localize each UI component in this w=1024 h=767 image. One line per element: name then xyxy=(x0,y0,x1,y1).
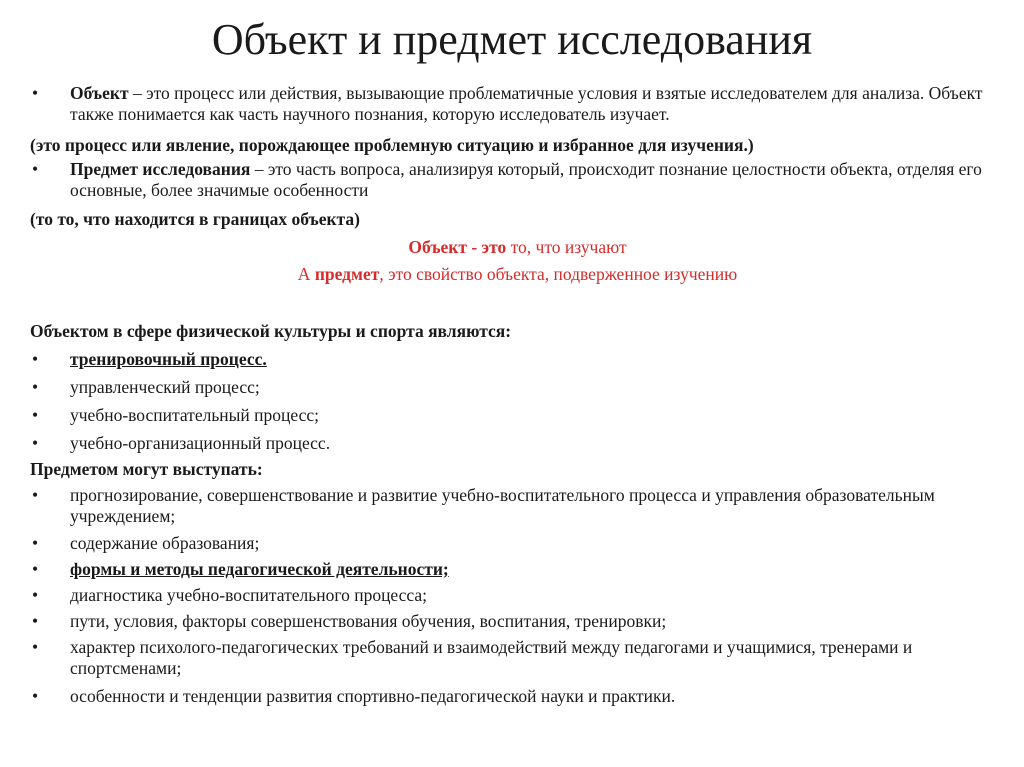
bullet: • xyxy=(32,377,39,397)
list-item-text: характер психолого-педагогических требований и взаимодействий между педагогами и учащимися, тренерами и спортсменами; xyxy=(70,637,913,678)
list-item xyxy=(30,349,1005,370)
list-item xyxy=(30,611,1005,632)
list-item-text: тренировочный процесс. xyxy=(70,349,267,369)
subject-definition xyxy=(30,159,1005,201)
list-item-text: особенности и тенденции развития спортивно-педагогической науки и практики. xyxy=(70,686,676,706)
list-item xyxy=(30,686,1005,707)
highlight-line-1 xyxy=(30,237,1005,258)
highlight-line-2 xyxy=(30,264,1005,285)
list-item-text: учебно-организационный процесс. xyxy=(70,433,331,453)
bullet: • xyxy=(32,533,39,553)
sport-objects-heading: Объектом в сфере физической культуры и спорта являются: xyxy=(30,321,512,341)
list-item xyxy=(30,559,1005,580)
bullet: • xyxy=(32,83,39,103)
bullet: • xyxy=(32,637,39,657)
bullet: • xyxy=(32,559,39,579)
highlight-rest-1: то, что изучают xyxy=(506,237,627,257)
object-text: – это процесс или действия, вызывающие проблематичные условия и взятые исследователем для анализа. Объект также понимается как часть научного познания, которую исследователь изучает. xyxy=(70,83,983,124)
list-item xyxy=(30,585,1005,606)
list-item-text: формы и методы педагогической деятельности; xyxy=(70,559,449,579)
object-term: Объект xyxy=(70,83,129,103)
slide-content xyxy=(30,81,1005,707)
highlight-pre-2: А xyxy=(297,264,315,284)
list-item xyxy=(30,377,1005,398)
list-item-text: учебно-воспитательный процесс; xyxy=(70,405,319,425)
list-item-text: пути, условия, факторы совершенствования обучения, воспитания, тренировки; xyxy=(70,611,667,631)
list-item-text: содержание образования; xyxy=(70,533,260,553)
list-item xyxy=(30,485,1005,527)
page-title: Объект и предмет исследования xyxy=(211,15,813,64)
bullet: • xyxy=(32,433,39,453)
sport-subjects-heading: Предметом могут выступать: xyxy=(30,459,263,479)
bullet: • xyxy=(32,159,39,179)
highlight-bold-2: предмет xyxy=(314,264,380,284)
list-item xyxy=(30,637,1005,679)
bullet: • xyxy=(32,611,39,631)
list-item-text: диагностика учебно-воспитательного процесса; xyxy=(70,585,428,605)
bullet: • xyxy=(32,686,39,706)
highlight-rest-2: , это свойство объекта, подверженное изучению xyxy=(379,264,738,284)
highlight-bold-1: Объект - это xyxy=(408,237,507,257)
list-item-text: прогнозирование, совершенствование и развитие учебно-воспитательного процесса и управления образовательным учреждением; xyxy=(70,485,935,526)
list-item xyxy=(30,533,1005,554)
bullet: • xyxy=(32,585,39,605)
list-item-text: управленческий процесс; xyxy=(70,377,260,397)
subject-text: – это часть вопроса, анализируя который, происходит познание целостности объекта, отделяя его основные, более значимые особенности xyxy=(70,159,982,200)
bullet: • xyxy=(32,485,39,505)
object-note: (это процесс или явление, порождающее проблемную ситуацию и избранное для изучения.) xyxy=(30,135,754,155)
subject-term: Предмет исследования xyxy=(70,159,251,179)
bullet: • xyxy=(32,405,39,425)
subject-note: (то то, что находится в границах объекта) xyxy=(30,209,360,229)
bullet: • xyxy=(32,349,39,369)
list-item xyxy=(30,405,1005,426)
list-item xyxy=(30,433,1005,454)
object-definition xyxy=(30,83,1005,125)
